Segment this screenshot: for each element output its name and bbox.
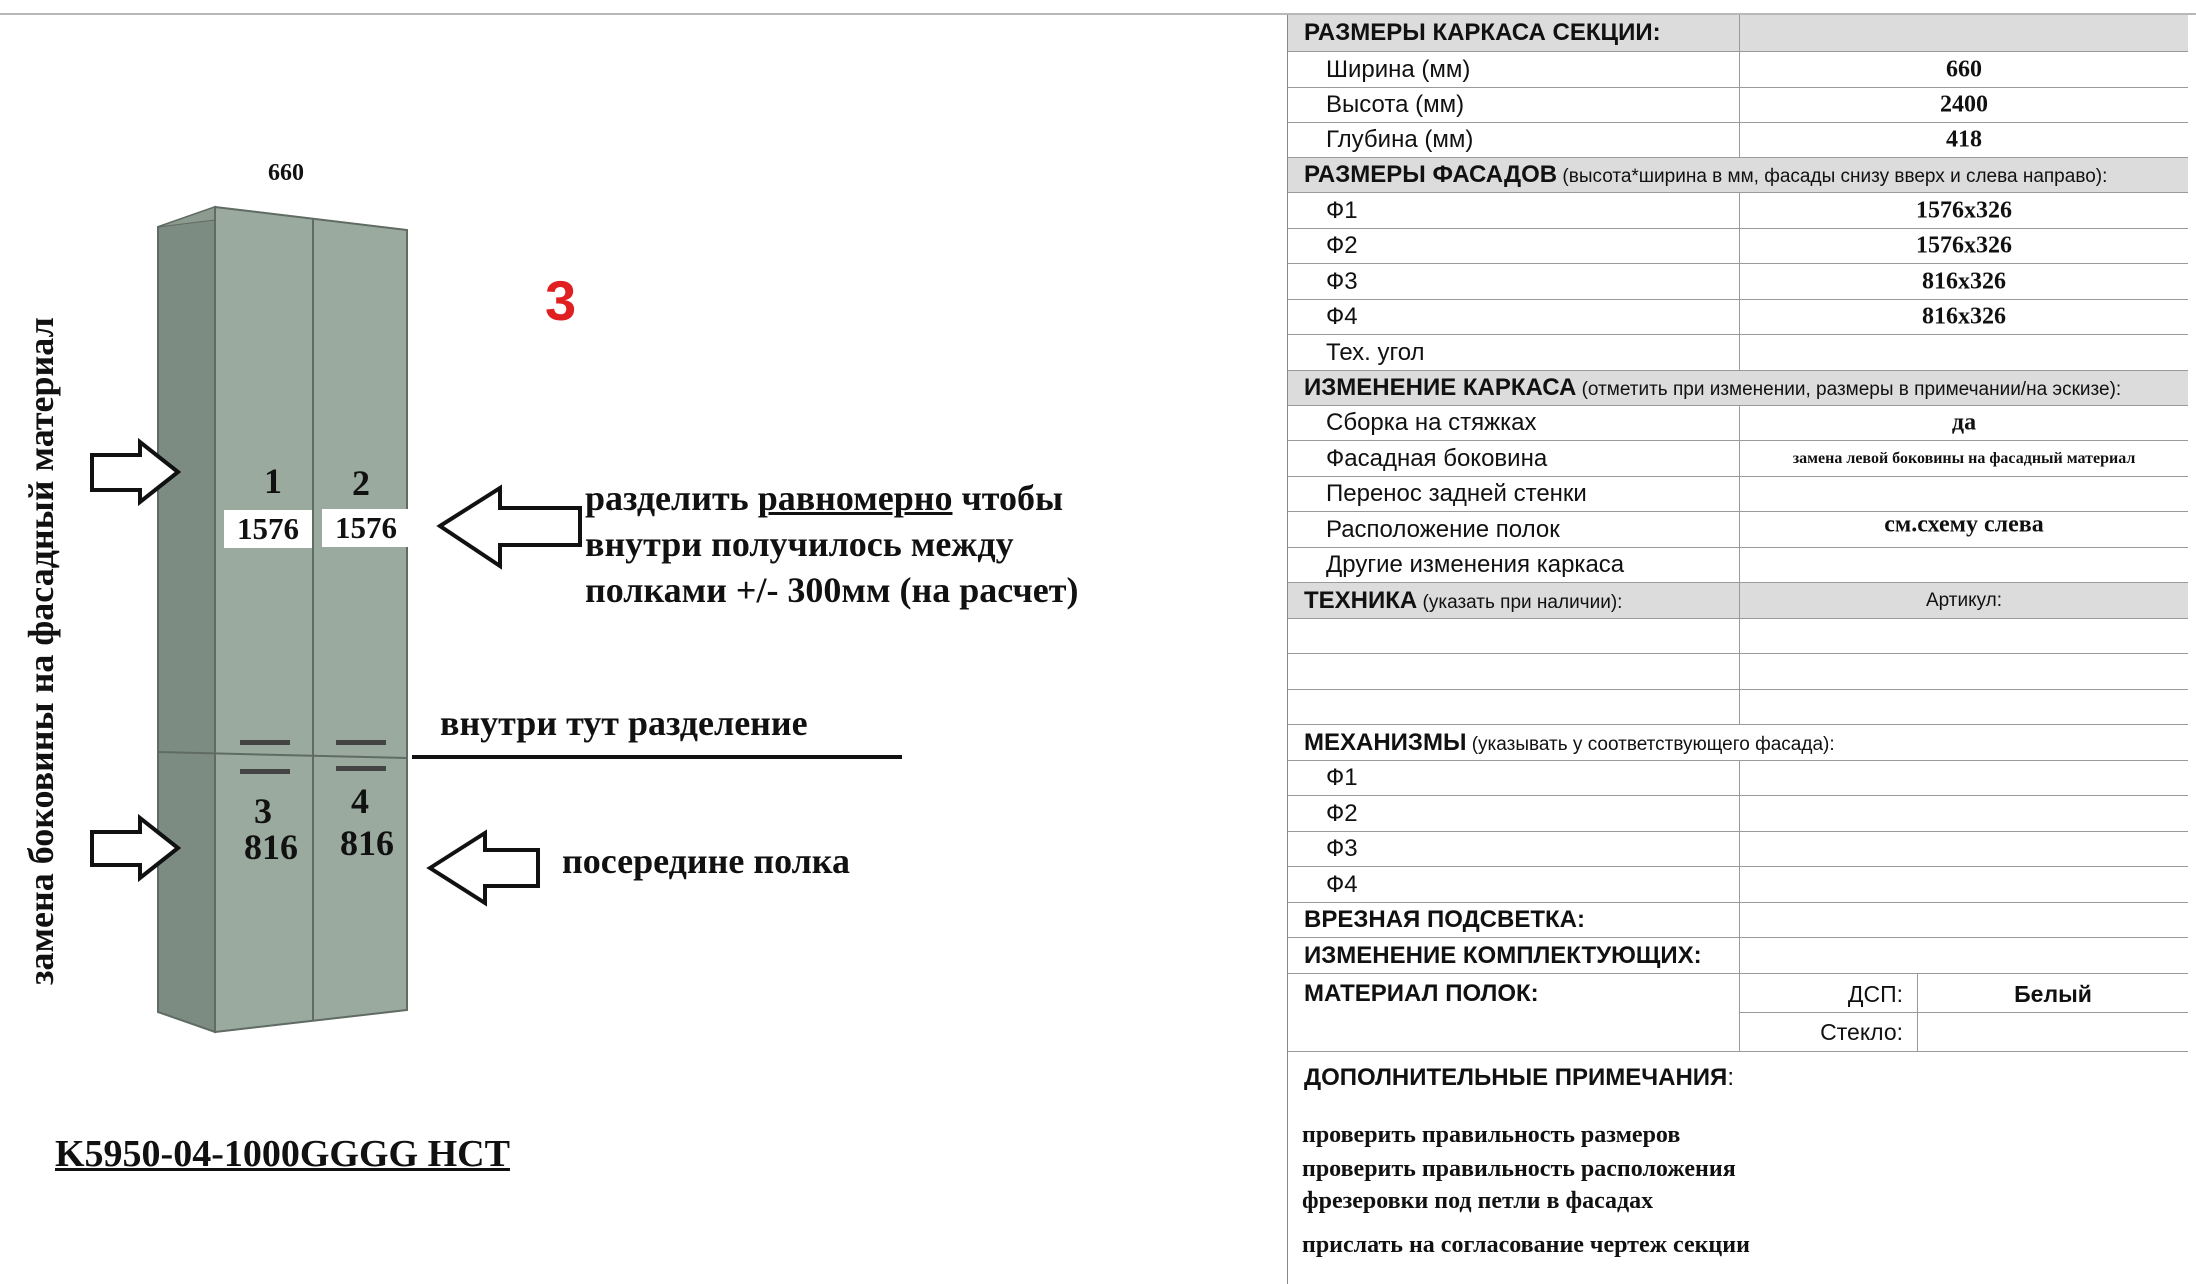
handle-f4 — [336, 766, 386, 771]
shelf-layout-label: Расположение полок — [1326, 515, 1560, 543]
handle-f1 — [240, 740, 290, 745]
facade-header: РАЗМЕРЫ ФАСАДОВ (высота*ширина в мм, фасады снизу вверх и слева направо): — [1304, 161, 2108, 188]
divide-note-line2: внутри получилось между — [585, 524, 1014, 564]
note-line-2: проверить правильность расположения — [1302, 1156, 1736, 1182]
arrow-left-lower-icon — [430, 833, 538, 903]
facade-1-height: 1576 — [224, 510, 312, 548]
facade-side-value: замена левой боковины на фасадный материал — [1792, 449, 2136, 467]
other-changes-label: Другие изменения каркаса — [1326, 551, 1625, 578]
arrow-left-upper-icon — [440, 488, 580, 566]
assembly-value: да — [1951, 409, 1977, 436]
change-row-back-wall — [1288, 477, 2188, 512]
mech-f1-label: Ф1 — [1326, 764, 1358, 791]
facade-f1-label: Ф1 — [1326, 196, 1358, 224]
change-header-row — [1288, 371, 2188, 406]
change-row-assembly — [1288, 406, 2188, 441]
spec-table — [1287, 15, 2188, 1284]
model-code: K5950-04-1000GGGG НСТ — [55, 1133, 510, 1175]
facade-3-height: 816 — [244, 827, 298, 867]
dsp-value-cell — [1918, 974, 2188, 1013]
facade-f2-label: Ф2 — [1326, 232, 1358, 259]
frame-height-value: 2400 — [1940, 91, 1988, 118]
facade-f1-value: 1576x326 — [1916, 197, 2012, 223]
facade-2-number: 2 — [352, 463, 370, 503]
cabinet-side-panel — [158, 207, 215, 1032]
article-label: Артикул: — [1925, 589, 2003, 611]
note-line-4: прислать на согласование чертеж секции — [1302, 1232, 1750, 1258]
tech-row-2 — [1288, 654, 2188, 690]
note-line-1: проверить правильность размеров — [1302, 1122, 1681, 1148]
change-row-facade-side — [1288, 441, 2188, 477]
frame-row-depth — [1288, 123, 2188, 158]
frame-depth-label: Глубина (мм) — [1326, 126, 1474, 153]
facade-f3-value: 816x326 — [1922, 268, 2006, 294]
change-row-other — [1288, 548, 2188, 583]
facade-f2-value: 1576x326 — [1916, 232, 2012, 259]
facade-1-number: 1 — [264, 461, 282, 501]
mech-f3-label: Ф3 — [1326, 835, 1358, 862]
tech-row-1 — [1288, 619, 2188, 654]
additional-notes — [1288, 1052, 2188, 1284]
facade-row-f1 — [1288, 193, 2188, 229]
divide-note-part1: разделить — [585, 478, 758, 518]
change-header: ИЗМЕНЕНИЕ КАРКАСА (отметить при изменении, размеры в примечании/на эскизе): — [1304, 374, 2122, 401]
mech-row-f4 — [1288, 867, 2188, 903]
facade-4-height: 816 — [340, 823, 394, 863]
facade-row-tech-corner — [1288, 335, 2188, 371]
mech-row-f2 — [1288, 796, 2188, 832]
shelf-material-label: МАТЕРИАЛ ПОЛОК: — [1304, 980, 1539, 1007]
section-number: 3 — [545, 269, 577, 332]
frame-row-width — [1288, 52, 2188, 88]
divide-note — [585, 475, 1078, 613]
dsp-value: Белый — [2014, 981, 2092, 1007]
mech-f4-label: Ф4 — [1326, 870, 1358, 898]
components-row — [1288, 938, 2188, 974]
tech-header-row — [1288, 583, 2188, 619]
note-line-3: фрезеровки под петли в фасадах — [1302, 1188, 1654, 1214]
tech-corner-label: Тех. угол — [1326, 338, 1425, 366]
handle-f3 — [240, 769, 290, 774]
cabinet-front — [215, 207, 407, 1032]
inside-division-note: внутри тут разделение — [440, 703, 808, 743]
glass-value-cell — [1918, 1013, 2188, 1052]
handle-f2 — [336, 740, 386, 745]
components-label: ИЗМЕНЕНИЕ КОМПЛЕКТУЮЩИХ: — [1304, 941, 1702, 969]
shelf-material-row — [1288, 974, 2188, 1052]
frame-row-height — [1288, 88, 2188, 123]
frame-width-value: 660 — [1946, 56, 1982, 82]
mech-f2-label: Ф2 — [1326, 799, 1358, 827]
lighting-row — [1288, 903, 2188, 938]
assembly-label: Сборка на стяжках — [1326, 409, 1537, 436]
facade-f4-value: 816x326 — [1922, 303, 2006, 330]
frame-header: РАЗМЕРЫ КАРКАСА СЕКЦИИ: — [1304, 19, 1661, 46]
divide-note-part2: чтобы — [952, 478, 1064, 518]
tech-row-3 — [1288, 690, 2188, 725]
dsp-label-cell — [1740, 974, 1918, 1013]
middle-shelf-note: посередине полка — [562, 841, 850, 881]
frame-width-label: Ширина (мм) — [1326, 55, 1471, 83]
frame-header-row — [1288, 15, 2188, 52]
facade-header-row — [1288, 158, 2188, 193]
facade-row-f3 — [1288, 264, 2188, 300]
mech-row-f1 — [1288, 761, 2188, 796]
frame-depth-value: 418 — [1946, 126, 1982, 153]
tech-header: ТЕХНИКА (указать при наличии): — [1304, 586, 1623, 614]
change-row-shelves — [1288, 512, 2188, 548]
glass-label: Стекло: — [1820, 1019, 1903, 1045]
facade-2-height: 1576 — [322, 509, 410, 547]
facade-side-label: Фасадная боковина — [1326, 444, 1548, 472]
glass-label-cell — [1740, 1013, 1918, 1052]
frame-height-label: Высота (мм) — [1326, 91, 1465, 118]
facade-3-number: 3 — [254, 791, 272, 831]
facade-f3-label: Ф3 — [1326, 267, 1358, 295]
back-wall-label: Перенос задней стенки — [1326, 480, 1587, 507]
facade-row-f4 — [1288, 300, 2188, 335]
top-dimension: 660 — [268, 160, 304, 186]
facade-f4-label: Ф4 — [1326, 303, 1358, 330]
shelf-layout-value: см.схему слева — [1884, 511, 2044, 538]
divide-note-underlined: равномерно — [757, 478, 953, 518]
mech-header: МЕХАНИЗМЫ (указывать у соответствующего фасада): — [1304, 728, 1835, 756]
side-panel-note: замена боковины на фасадный материал — [21, 317, 61, 985]
dsp-label: ДСП: — [1847, 981, 1903, 1007]
divide-note-line3: полками +/- 300мм (на расчет) — [585, 570, 1079, 610]
mech-row-f3 — [1288, 832, 2188, 867]
notes-header: ДОПОЛНИТЕЛЬНЫЕ ПРИМЕЧАНИЯ: — [1304, 1064, 1734, 1091]
mech-header-row — [1288, 725, 2188, 761]
lighting-label: ВРЕЗНАЯ ПОДСВЕТКА: — [1304, 906, 1585, 933]
facade-4-number: 4 — [351, 781, 369, 821]
facade-row-f2 — [1288, 229, 2188, 264]
